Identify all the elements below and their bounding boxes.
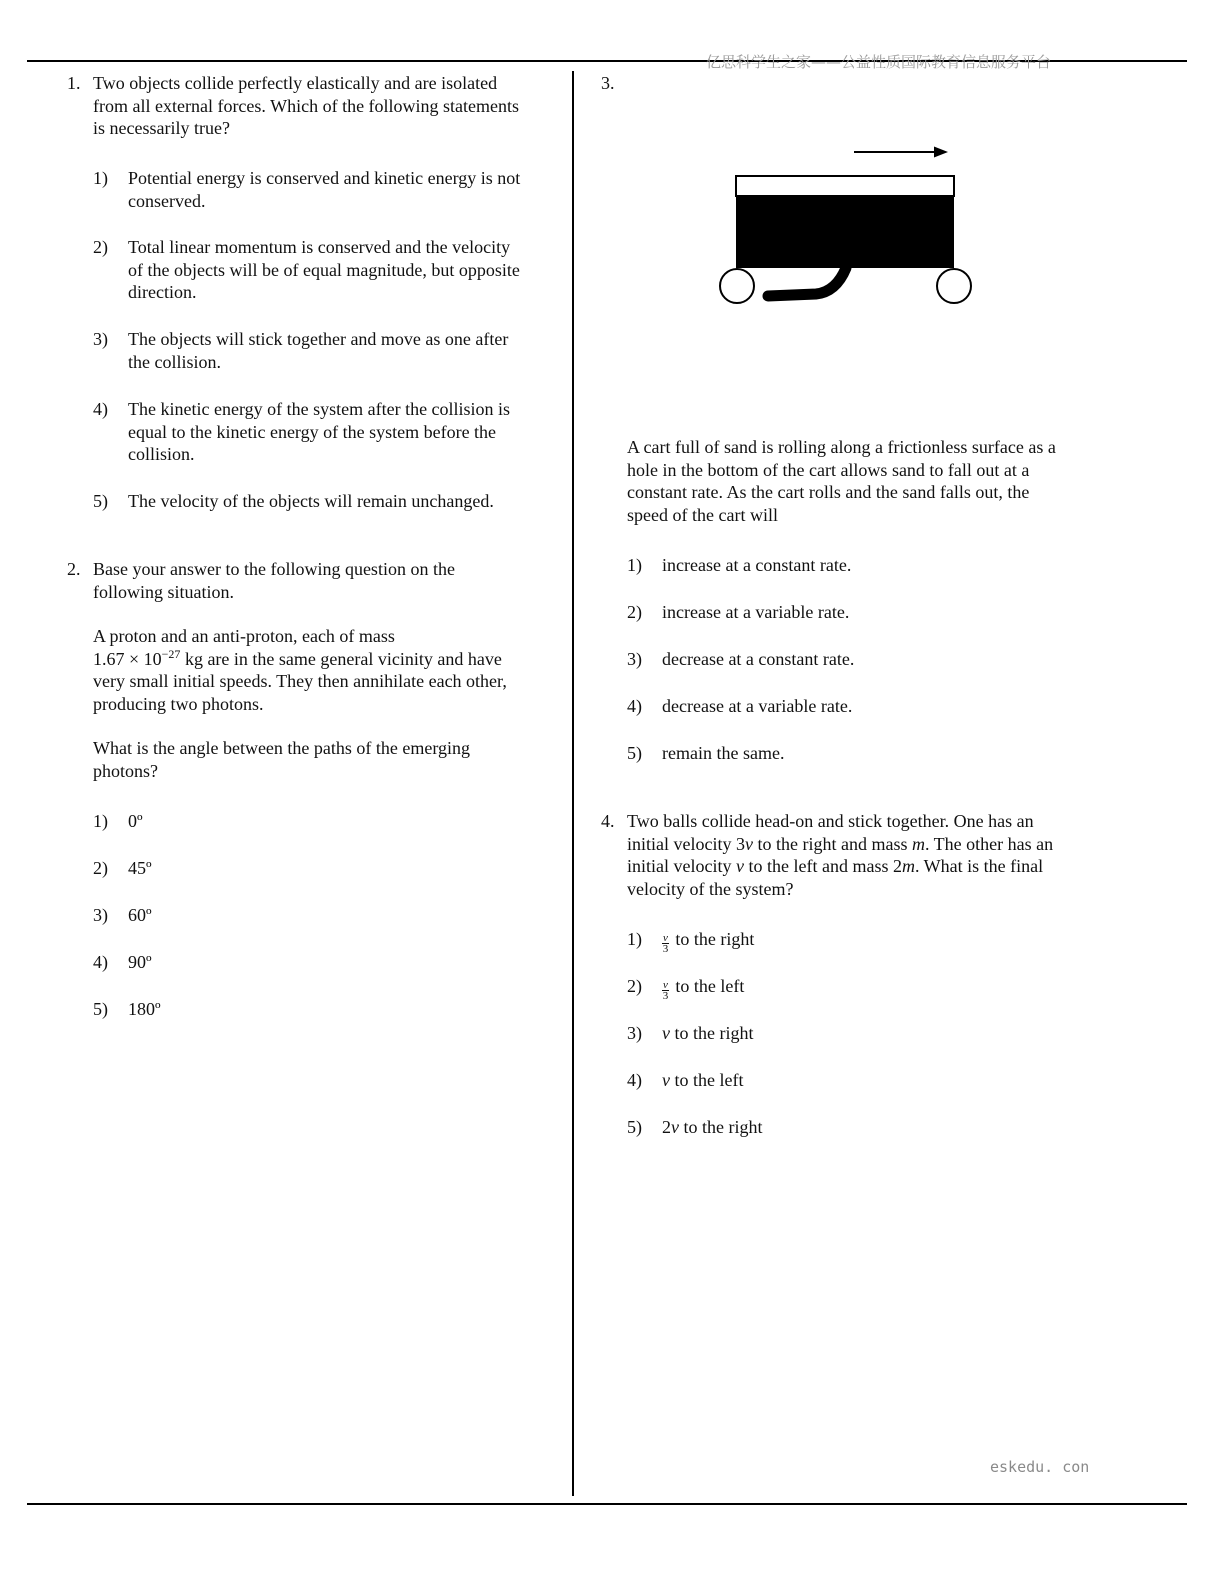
footer-watermark: eskedu. con xyxy=(990,1458,1090,1476)
option-text: 0º xyxy=(128,811,143,831)
option-text xyxy=(128,167,520,212)
cart-wheel-right xyxy=(937,269,971,303)
question-number: 2. xyxy=(67,559,81,579)
option-label: to the right xyxy=(670,1023,754,1043)
column-divider xyxy=(572,71,574,1496)
option-line: collision. xyxy=(128,444,195,464)
option-number: 2) xyxy=(627,976,642,996)
var-m: m xyxy=(911,833,925,854)
stem-line xyxy=(627,855,1117,878)
var-m: m xyxy=(901,856,915,876)
option-number: 5) xyxy=(627,743,642,763)
option-text: increase at a variable rate. xyxy=(662,602,850,622)
option-number: 2) xyxy=(93,237,108,257)
option-number: 3) xyxy=(627,649,642,669)
question-line: What is the angle between the paths of the emerging xyxy=(93,738,471,758)
stem-line: speed of the cart will xyxy=(627,504,778,525)
option-text xyxy=(128,398,510,466)
stem-text: . The other has an xyxy=(924,833,1054,854)
sand-cart-diagram xyxy=(712,138,982,308)
option-text: decrease at a variable rate. xyxy=(662,696,853,716)
stem-text: initial velocity xyxy=(627,856,736,876)
option-text: 60º xyxy=(128,905,152,925)
option-line: direction. xyxy=(128,282,197,302)
stem-text: initial velocity 3 xyxy=(627,833,745,854)
option-text xyxy=(662,1069,743,1092)
header-watermark: 亿思科学生之家——公益性质国际教育信息服务平台 xyxy=(706,53,1052,71)
option-number: 3) xyxy=(627,1023,642,1043)
stem-line: Two objects collide perfectly elastically and are isolated xyxy=(93,73,498,93)
option-number: 2) xyxy=(93,858,108,878)
stem-text: . What is the final xyxy=(914,856,1044,876)
option-text: decrease at a constant rate. xyxy=(662,649,855,669)
option-line: The objects will stick together and move as one after xyxy=(128,329,509,349)
option-text xyxy=(128,490,494,513)
var-v: v xyxy=(735,856,744,876)
question-number: 1. xyxy=(67,73,81,93)
option-line: The velocity of the objects will remain unchanged. xyxy=(128,491,494,511)
situation-line xyxy=(93,648,563,671)
situation-line: A proton and an anti-proton, each of mass xyxy=(93,626,395,646)
var-v: v xyxy=(662,1070,670,1090)
option-text: 180º xyxy=(128,999,161,1019)
intro-line: Base your answer to the following question on the xyxy=(93,559,455,579)
option-number: 1) xyxy=(627,929,642,949)
velocity-arrow xyxy=(854,147,948,158)
option-number: 2) xyxy=(627,602,642,622)
cart-wheel-left xyxy=(720,269,754,303)
bottom-rule xyxy=(27,1503,1187,1505)
option-text xyxy=(662,1116,763,1139)
option-number: 3) xyxy=(93,905,108,925)
option-text xyxy=(662,928,754,954)
situation-line: producing two photons. xyxy=(93,693,264,714)
question-number: 4. xyxy=(601,811,615,831)
option-number: 5) xyxy=(93,491,108,511)
stem-text: to the right and mass xyxy=(752,833,912,854)
option-line: equal to the kinetic energy of the system before the xyxy=(128,421,497,442)
question-3-stem xyxy=(627,436,1107,526)
option-label: to the right xyxy=(670,929,755,949)
stem-line: is necessarily true? xyxy=(93,118,230,138)
mass-exponent: −27 xyxy=(161,646,181,661)
option-line: conserved. xyxy=(128,190,206,211)
option-label: to the left xyxy=(670,976,745,996)
option-line: Total linear momentum is conserved and the velocity xyxy=(128,237,511,257)
stem-line: from all external forces. Which of the following statements xyxy=(93,95,520,116)
option-line: Potential energy is conserved and kinetic energy is not xyxy=(128,168,521,188)
stem-line: velocity of the system? xyxy=(627,878,794,899)
question-stem xyxy=(93,72,519,140)
option-line: the collision. xyxy=(128,351,221,372)
fraction-numerator: v xyxy=(663,932,668,944)
option-number: 4) xyxy=(93,399,108,419)
var-v: v xyxy=(662,1023,670,1043)
situation-line: very small initial speeds. They then annihilate each other, xyxy=(93,671,507,691)
cart-body-top xyxy=(736,176,954,196)
option-number: 4) xyxy=(627,696,642,716)
mass-value: 1.67 × 10 xyxy=(93,648,162,669)
option-text xyxy=(128,236,520,304)
option-text: remain the same. xyxy=(662,743,785,763)
stem-line: A cart full of sand is rolling along a frictionless surface as a xyxy=(627,437,1056,457)
option-number: 3) xyxy=(93,329,108,349)
option-number: 5) xyxy=(93,999,108,1019)
stem-text: to the left and mass 2 xyxy=(743,856,902,876)
option-label: to the right xyxy=(679,1117,763,1137)
option-text: 45º xyxy=(128,858,152,878)
option-number: 4) xyxy=(627,1070,642,1090)
question-line: photons? xyxy=(93,760,158,781)
option-prefix: 2 xyxy=(662,1117,671,1137)
option-label: to the left xyxy=(670,1070,744,1090)
option-text xyxy=(128,328,508,373)
fraction xyxy=(662,933,669,954)
option-number: 5) xyxy=(627,1117,642,1137)
mass-rest: kg are in the same general vicinity and have xyxy=(180,648,502,669)
option-text xyxy=(662,1022,754,1045)
stem-line: hole in the bottom of the cart allows sand to fall out at a xyxy=(627,459,1030,480)
stem-line xyxy=(627,833,1117,856)
option-number: 1) xyxy=(93,168,108,188)
option-text: increase at a constant rate. xyxy=(662,555,852,575)
question-stem xyxy=(627,810,1117,900)
question-number: 3. xyxy=(601,73,615,93)
option-text: 90º xyxy=(128,952,152,972)
fraction-denominator: 3 xyxy=(662,990,669,1002)
option-text xyxy=(662,975,744,1001)
option-number: 1) xyxy=(627,555,642,575)
option-number: 4) xyxy=(93,952,108,972)
cart-sand xyxy=(736,196,954,268)
var-v: v xyxy=(744,833,753,854)
stem-line: Two balls collide head-on and stick together. One has an xyxy=(627,811,1034,831)
option-line: The kinetic energy of the system after the collision is xyxy=(128,399,511,419)
intro-line: following situation. xyxy=(93,581,234,602)
var-v: v xyxy=(671,1117,679,1137)
option-line: of the objects will be of equal magnitude, but opposite xyxy=(128,259,520,280)
question-stem xyxy=(93,558,563,782)
fraction xyxy=(662,980,669,1001)
fraction-denominator: 3 xyxy=(662,943,669,955)
falling-sand xyxy=(768,268,846,296)
option-number: 1) xyxy=(93,811,108,831)
fraction-numerator: v xyxy=(663,979,668,991)
stem-line: constant rate. As the cart rolls and the sand falls out, the xyxy=(627,482,1030,502)
